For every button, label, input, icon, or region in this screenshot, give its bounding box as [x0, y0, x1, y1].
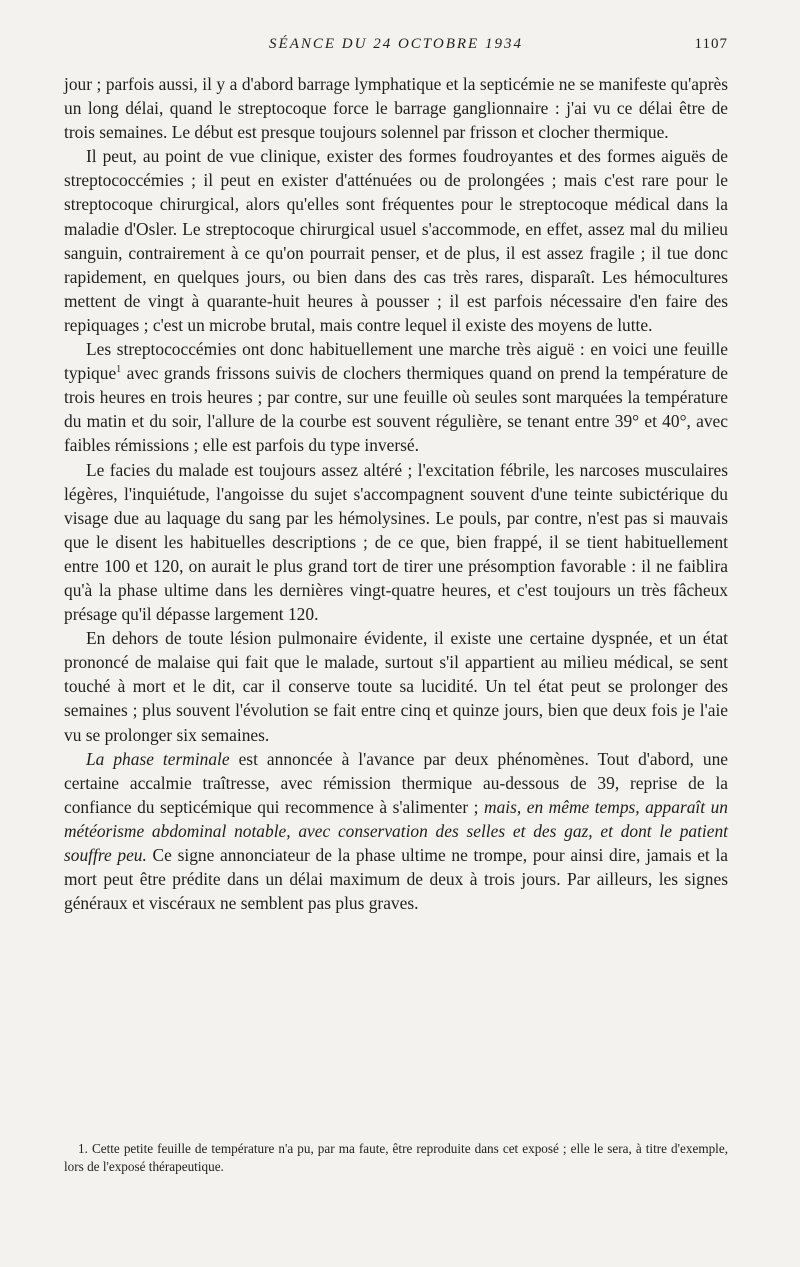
paragraph-6-text-a: est annoncée à l'avance par deux phénomènes. Tout d'abord, une certaine accalmie traîtresse, avec rémission thermique au-dessous de 39, reprise de la confiance du septicémique qui recommence à s'alimenter ;: [64, 748, 728, 817]
footnote: 1. Cette petite feuille de température n'a pu, par ma faute, être reproduite dans cet exposé ; elle le sera, à titre d'exemple, lors de l'exposé thérapeutique.: [64, 1141, 728, 1174]
italic-phrase-meteorisme: mais, en même temps, apparaît un météorisme abdominal notable, avec conservation des selles et des gaz, et dont le patient souffre peu.: [64, 796, 728, 865]
paragraph-6: [64, 747, 728, 916]
running-title: SÉANCE DU 24 OCTOBRE 1934: [269, 36, 523, 52]
paragraph-3-text-a: Les streptococcémies ont donc habituellement une marche très aiguë : en voici une feuille typique: [64, 339, 728, 384]
paragraph-1: jour ; parfois aussi, il y a d'abord barrage lymphatique et la septicémie ne se manifeste qu'après un long délai, quand le streptocoque force le barrage ganglionnaire : j'ai vu ce délai être de trois semaines. Le début est presque toujours solennel par frisson et clocher thermique.: [64, 74, 728, 143]
italic-phrase-phase-terminale: La phase terminale: [86, 748, 230, 769]
footnote-reference[interactable]: 1: [116, 364, 122, 376]
body-text: [64, 72, 728, 915]
paragraph-3-text-b: avec grands frissons suivis de clochers thermiques quand on prend la température de trois heures en trois heures ; par contre, sur une feuille où seules sont marquées la température du matin et du soir, l'allure de la courbe est souvent régulière, se tenant entre 39° et 40°, avec faibles rémissions ; elle est parfois du type inversé.: [64, 363, 728, 456]
paragraph-5: En dehors de toute lésion pulmonaire évidente, il existe une certaine dyspnée, et un état prononcé de malaise qui fait que le malade, surtout s'il appartient au milieu médical, se sent touché à mort et le dit, car il conserve toute sa lucidité. Un tel état peut se prolonger des semaines ; plus souvent l'évolution se fait entre cinq et quinze jours, bien que deux fois je l'aie vu se prolonger six semaines.: [64, 628, 728, 745]
paragraph-2: Il peut, au point de vue clinique, exister des formes foudroyantes et des formes aiguës de streptococcémies ; il peut en exister d'atténuées ou de prolongées ; mais c'est rare pour le streptocoque chirurgical, alors qu'elles sont fréquentes pour le streptocoque médical dans la maladie d'Osler. Le streptocoque chirurgical usuel s'accommode, en effet, assez mal du milieu sanguin, contrairement à ce qu'on pourrait penser, et de plus, il est assez fragile ; il tue donc rapidement, en quelques jours, ou bien dans des cas très rares, disparaît. Les hémocultures mettent de vingt à quarante-huit heures à pousser ; il est parfois nécessaire d'en faire des repiquages ; c'est un microbe brutal, mais contre lequel il existe des moyens de lutte.: [64, 146, 728, 335]
paragraph-3: [64, 337, 728, 457]
paragraph-6-text-b: Ce signe annonciateur de la phase ultime ne trompe, pour ainsi dire, jamais et la mort peut être prédite dans un délai maximum de deux à trois jours. Par ailleurs, les signes généraux et viscéraux ne semblent pas plus graves.: [64, 845, 729, 914]
running-header: [64, 36, 728, 58]
paragraph-4: Le facies du malade est toujours assez altéré ; l'excitation fébrile, les narcoses musculaires légères, l'inquiétude, l'angoisse du sujet s'accompagnent souvent d'une teinte subictérique du visage due au laquage du sang par les hémolysines. Le pouls, par contre, n'est pas si mauvais que le disent les habituelles descriptions ; de ce que, bien frappé, il se tient habituellement entre 100 et 120, on aurait le plus grand tort de tirer une présomption favorable : il ne faiblira qu'à la phase ultime dans les dernières vingt-quatre heures, et c'est toujours un très fâcheux présage qu'il dépasse largement 120.: [64, 459, 728, 625]
page-number: 1107: [694, 36, 728, 52]
